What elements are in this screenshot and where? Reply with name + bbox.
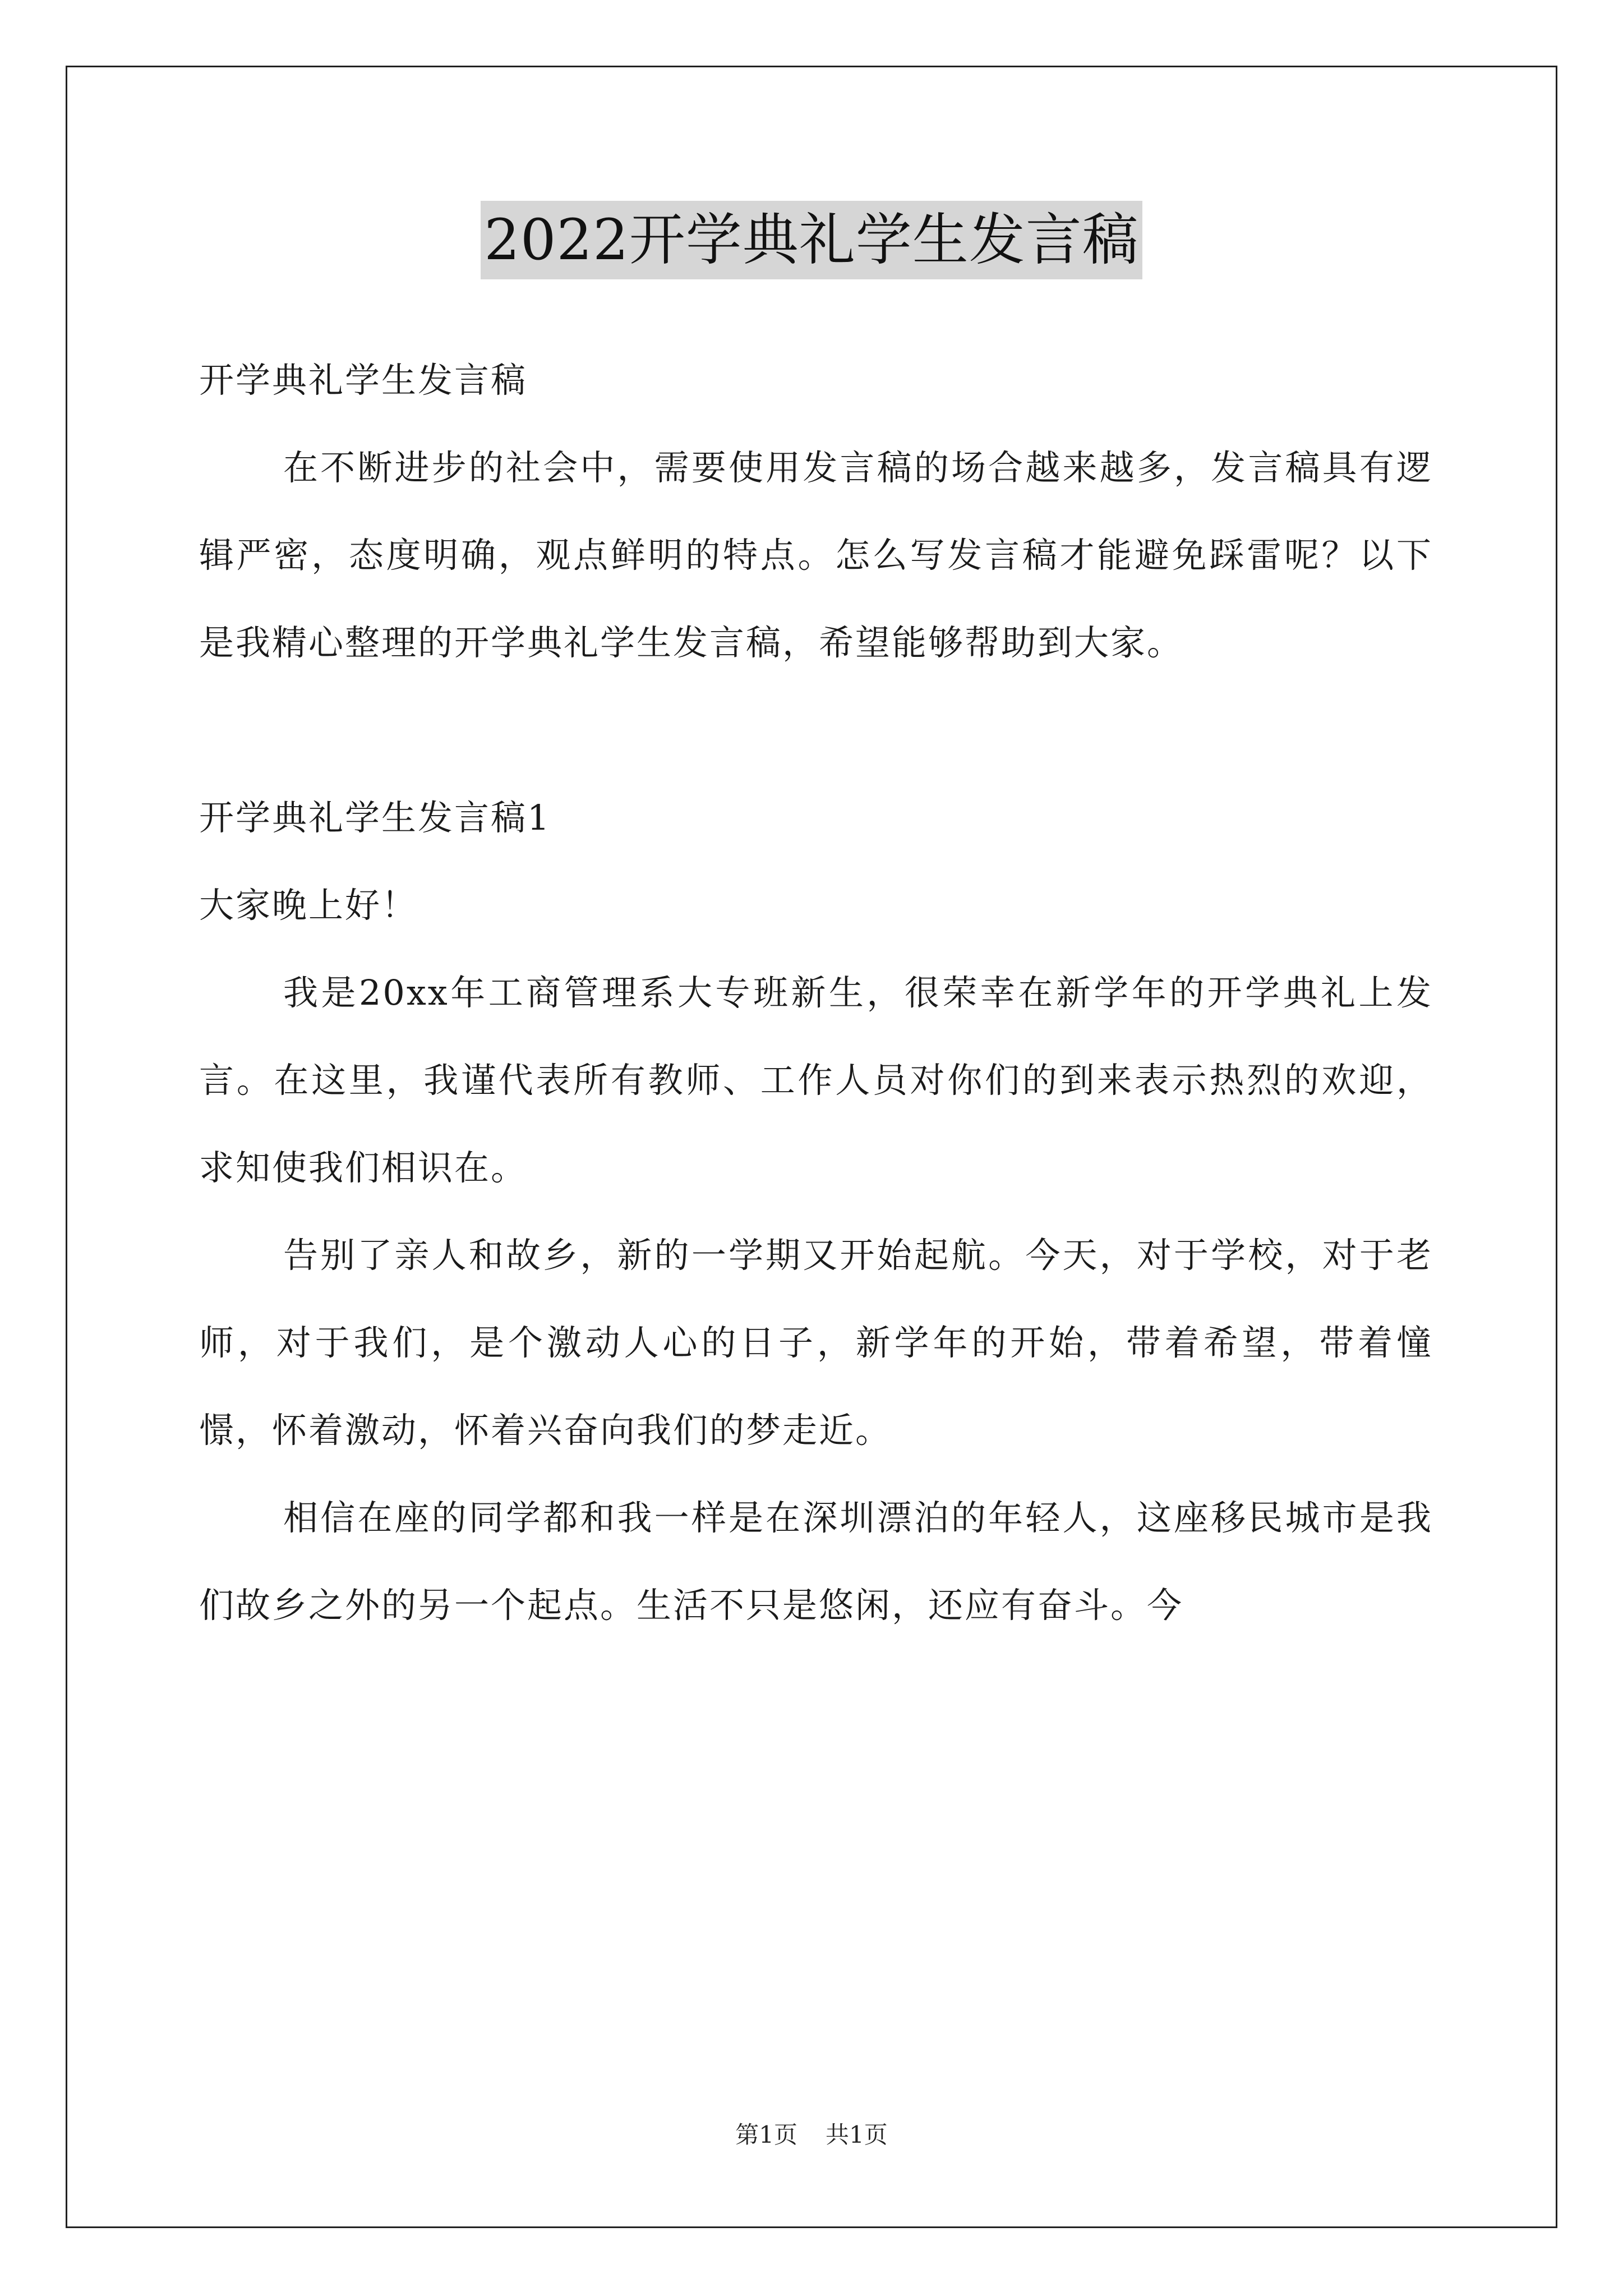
greeting-paragraph: 大家晚上好！ — [199, 885, 418, 926]
section-spacer — [199, 687, 1433, 774]
body-paragraph: 相信在座的同学都和我一样是在深圳漂泊的年轻人，这座移民城市是我们故乡之外的另一个起点。生活不只是悠闲，还应有奋斗。今 — [199, 1497, 1433, 1626]
document-title: 2022开学典礼学生发言稿 — [481, 201, 1142, 279]
body-paragraph: 我是20xx年工商管理系大专班新生，很荣幸在新学年的开学典礼上发言。在这里，我谨代表所有教师、工作人员对你们的到来表示热烈的欢迎，求知使我们相识在。 — [199, 972, 1433, 1188]
title-block — [0, 201, 1623, 279]
document-body — [199, 337, 1433, 1649]
intro-paragraph: 在不断进步的社会中，需要使用发言稿的场合越来越多，发言稿具有逻辑严密，态度明确，观点鲜明的特点。怎么写发言稿才能避免踩雷呢？以下是我精心整理的开学典礼学生发言稿，希望能够帮助到大家。 — [199, 447, 1433, 663]
body-paragraph: 告别了亲人和故乡，新的一学期又开始起航。今天，对于学校，对于老师，对于我们，是个激动人心的日子，新学年的开始，带着希望，带着憧憬，怀着激动，怀着兴奋向我们的梦走近。 — [199, 1235, 1433, 1451]
page-footer — [0, 2118, 1623, 2152]
page-total: 共1页 — [826, 2121, 888, 2148]
page-number: 第1页 — [735, 2121, 797, 2148]
subtitle-paragraph: 开学典礼学生发言稿 — [199, 360, 528, 401]
section-heading: 开学典礼学生发言稿1 — [199, 797, 551, 838]
